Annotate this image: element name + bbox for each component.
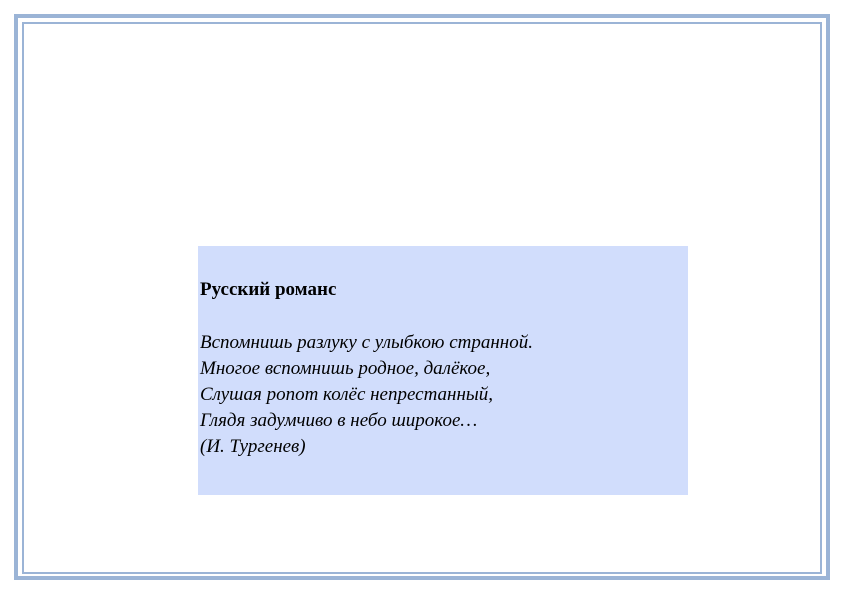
poem-line-4: Глядя задумчиво в небо широкое…: [200, 410, 478, 431]
poem-line-2: Многое вспомнишь родное, далёкое,: [200, 358, 491, 379]
poem-title: Русский романс: [200, 279, 337, 300]
poem-text-box: [198, 246, 688, 495]
poem-author: (И. Тургенев): [200, 436, 306, 457]
poem-line-1: Вспомнишь разлуку с улыбкою странной.: [200, 332, 533, 353]
poem-line-3: Слушая ропот колёс непрестанный,: [200, 384, 494, 405]
